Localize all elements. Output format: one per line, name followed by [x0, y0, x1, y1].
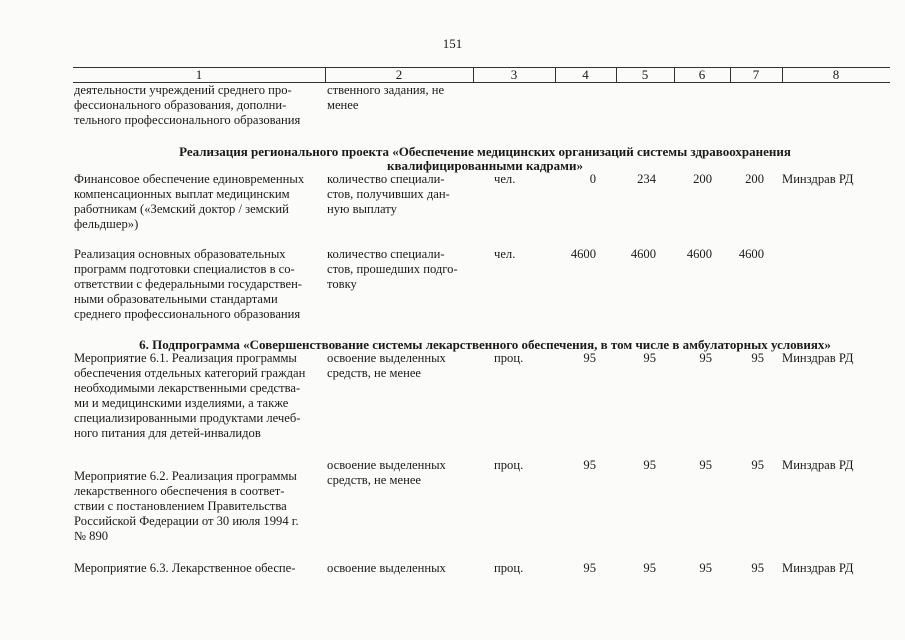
unit-cell: проц.: [494, 351, 524, 365]
activity-cell: Мероприятие 6.1. Реализация программы обеспечения отдельных категорий граждан необходимыми лекарственными средства- ми и медицинскими изделиями, а также специализированными продуктами лечеб- ного питания для детей-инвалидов: [74, 351, 306, 440]
responsible-cell: Минздрав РД: [782, 172, 854, 186]
responsible-cell: Минздрав РД: [782, 561, 854, 575]
unit-cell: чел.: [494, 247, 516, 261]
value-cell: 95: [751, 458, 764, 472]
value-cell: 95: [643, 351, 656, 365]
section-title-subprogram-6: 6. Подпрограмма «Совершенствование системы лекарственного обеспечения, в том числе в амбулаторных условиях»: [139, 337, 831, 352]
indicator-cell: освоение выделенных: [327, 561, 446, 575]
value-cell: 4600: [570, 247, 596, 261]
indicator-cell: ственного задания, не менее: [327, 83, 445, 112]
value-cell: 95: [751, 351, 764, 365]
value-cell: 95: [583, 561, 596, 575]
activity-cell: деятельности учреждений среднего про- фессионального образования, дополни- тельного профессионального образования: [74, 83, 301, 127]
value-cell: 0: [589, 172, 596, 186]
value-cell: 4600: [738, 247, 764, 261]
column-number-header: [73, 67, 890, 83]
value-cell: 95: [643, 458, 656, 472]
column-number: 7: [752, 67, 760, 82]
column-number: 4: [582, 67, 589, 82]
value-cell: 95: [583, 458, 596, 472]
value-cell: 95: [699, 561, 712, 575]
activity-cell: Мероприятие 6.3. Лекарственное обеспе-: [74, 561, 296, 575]
activity-cell: Реализация основных образовательных программ подготовки специалистов в со- ответствии с федеральными государствен- ными образовательными стандартами среднего профессионального образования: [74, 247, 302, 321]
responsible-cell: Минздрав РД: [782, 458, 854, 472]
indicator-cell: освоение выделенных средств, не менее: [327, 351, 446, 380]
activity-cell: Финансовое обеспечение единовременных компенсационных выплат медицинским работникам («Земский доктор / земский фельдшер»): [74, 172, 305, 231]
value-cell: 4600: [686, 247, 712, 261]
value-cell: 95: [643, 561, 656, 575]
unit-cell: проц.: [494, 458, 524, 472]
unit-cell: проц.: [494, 561, 524, 575]
column-number: 6: [698, 67, 706, 82]
section-title-regional-project: Реализация регионального проекта «Обеспечение медицинских организаций системы здравоохранения квалифицированными кадрами»: [179, 144, 791, 173]
unit-cell: чел.: [494, 172, 516, 186]
indicator-cell: количество специали- стов, получивших дан- ную выплату: [327, 172, 450, 216]
value-cell: 95: [583, 351, 596, 365]
indicator-cell: освоение выделенных средств, не менее: [327, 458, 446, 487]
column-number: 5: [641, 67, 649, 82]
activity-cell: Мероприятие 6.2. Реализация программы лекарственного обеспечения в соответ- ствии с постановлением Правительства Российской Федерации от 30 июля 1994 г. № 890: [74, 469, 299, 543]
value-cell: 234: [637, 172, 656, 186]
value-cell: 95: [699, 351, 712, 365]
indicator-cell: количество специали- стов, прошедших подго- товку: [327, 247, 458, 291]
column-number: 3: [510, 67, 518, 82]
value-cell: 95: [699, 458, 712, 472]
responsible-cell: Минздрав РД: [782, 351, 854, 365]
value-cell: 4600: [630, 247, 656, 261]
column-number: 1: [195, 67, 203, 82]
column-number: 8: [832, 67, 840, 82]
value-cell: 200: [693, 172, 712, 186]
value-cell: 95: [751, 561, 764, 575]
value-cell: 200: [745, 172, 764, 186]
page-number: 151: [442, 36, 463, 51]
column-number: 2: [395, 67, 403, 82]
